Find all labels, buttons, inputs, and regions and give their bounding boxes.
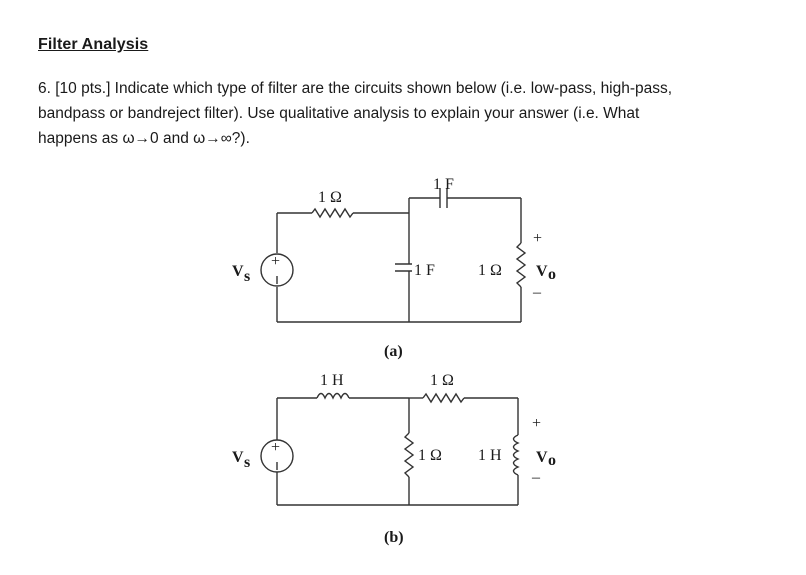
series-resistor-b: [423, 394, 464, 402]
source-b-label: V: [232, 449, 244, 466]
series-inductor-b: [317, 394, 349, 399]
output-a-minus: –: [533, 284, 541, 301]
source-b-polarity: +: [271, 439, 281, 456]
source-a-polarity: +: [271, 253, 281, 270]
shunt-capacitor-a: [395, 264, 412, 271]
circuit-a: [232, 176, 556, 360]
load-resistor-a-label: 1 Ω: [478, 262, 502, 279]
shunt-resistor-b: [405, 433, 413, 477]
source-b-subscript: s: [244, 454, 251, 471]
series-resistor-a-label: 1 Ω: [318, 189, 342, 206]
load-inductor-b-label: 1 H: [478, 447, 502, 464]
series-resistor-b-label: 1 Ω: [430, 372, 454, 389]
source-a-subscript: s: [244, 268, 251, 285]
question-line-2: bandpass or bandreject filter). Use qualitative analysis to explain your answer (i.e. What: [38, 105, 640, 122]
output-a-subscript: o: [548, 266, 556, 283]
output-b-subscript: o: [548, 452, 556, 469]
shunt-capacitor-a-label: 1 F: [414, 262, 435, 279]
circuit-b: [232, 372, 556, 546]
question-line-1: 6. [10 pts.] Indicate which type of filter are the circuits shown below (i.e. low-pass, high-pass,: [38, 80, 673, 97]
shunt-resistor-b-label: 1 Ω: [418, 447, 442, 464]
circuit-b-caption: (b): [384, 529, 404, 546]
series-capacitor-a-label: 1 F: [433, 176, 454, 193]
circuit-a-caption: (a): [384, 343, 403, 360]
output-a-plus: +: [533, 230, 543, 247]
load-inductor-b: [514, 435, 519, 475]
output-b-plus: +: [532, 415, 542, 432]
question-line-3: happens as ω→0 and ω→∞?).: [38, 130, 250, 147]
output-b-label: V: [536, 449, 548, 466]
source-a-label: V: [232, 263, 244, 280]
load-resistor-a: [517, 243, 525, 287]
output-a-label: V: [536, 263, 548, 280]
output-b-minus: –: [532, 469, 540, 486]
series-resistor-a: [312, 209, 353, 217]
section-heading: Filter Analysis: [38, 36, 149, 53]
series-inductor-b-label: 1 H: [320, 372, 344, 389]
